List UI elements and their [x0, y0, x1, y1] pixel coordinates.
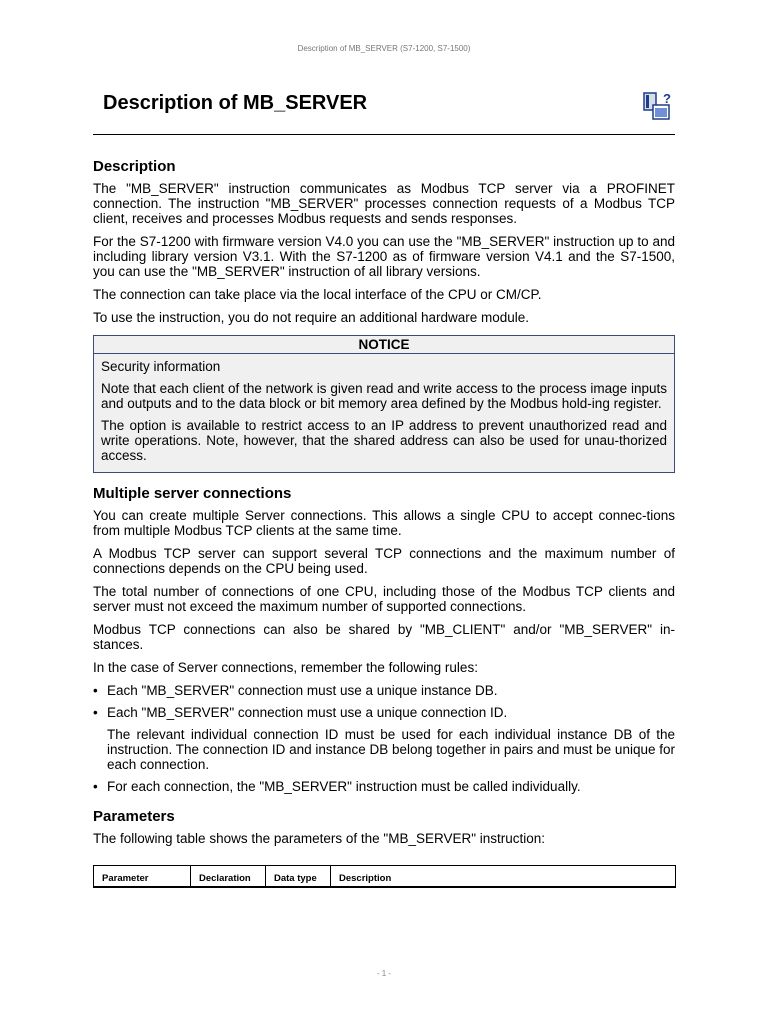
page-number: - 1 - [376, 969, 392, 978]
list-item-text: For each connection, the "MB_SERVER" instruction must be called individually. [107, 779, 581, 794]
running-header: Description of MB_SERVER (S7-1200, S7-1500) [297, 44, 471, 53]
parameters-heading: Parameters [93, 808, 175, 825]
column-header-declaration: Declaration [191, 866, 266, 888]
multiple-connections-section [93, 485, 675, 794]
parameters-intro: The following table shows the parameters of the "MB_SERVER" instruction: [93, 831, 546, 846]
multiple-paragraph: Modbus TCP connections can also be shared by "MB_CLIENT" and/or "MB_SERVER" in-stances. [93, 622, 675, 652]
notice-body [94, 354, 674, 472]
description-paragraph: For the S7-1200 with firmware version V4.0 you can use the "MB_SERVER" instruction up to and including library version V3.1. With the S7-1200 as of firmware version V4.1 and the S7-1500, you can use the "MB_SERVER" instruction of all library versions. [93, 234, 675, 279]
description-paragraph: The "MB_SERVER" instruction communicates as Modbus TCP server via a PROFINET connection. The instruction "MB_SERVER" processes connection requests of a Modbus TCP client, receives and processes Modbus requests and sends responses. [93, 181, 675, 226]
bullet-icon: • [93, 779, 98, 794]
table-header-row [94, 866, 676, 888]
document-body [93, 158, 675, 888]
list-item-text: Each "MB_SERVER" connection must use a unique connection ID. [107, 705, 508, 720]
notice-box [93, 335, 675, 473]
rules-list [93, 683, 675, 794]
list-item [93, 705, 675, 772]
description-heading: Description [93, 158, 176, 175]
page-title: Description of MB_SERVER [103, 92, 368, 114]
multiple-paragraph: A Modbus TCP server can support several TCP connections and the maximum number of connections depends on the CPU being used. [93, 546, 675, 576]
bullet-icon: • [93, 705, 98, 720]
list-item [93, 683, 675, 698]
help-icon[interactable] [641, 92, 673, 122]
notice-paragraph: The option is available to restrict access to an IP address to prevent unauthorized read and write operations. Note, however, that the shared address can also be used for unau-thorized access. [101, 418, 667, 463]
title-divider [93, 134, 675, 135]
multiple-paragraph: The total number of connections of one CPU, including those of the Modbus TCP clients and server must not exceed the maximum number of supported connections. [93, 584, 675, 614]
parameters-section [93, 808, 675, 888]
column-header-data-type: Data type [266, 866, 331, 888]
multiple-paragraph: You can create multiple Server connections. This allows a single CPU to accept connec-tions from multiple Modbus TCP clients at the same time. [93, 508, 675, 538]
svg-text:?: ? [663, 92, 671, 106]
parameters-table [93, 865, 676, 888]
description-section [93, 158, 675, 325]
description-paragraph: The connection can take place via the local interface of the CPU or CM/CP. [93, 287, 542, 302]
list-item-detail: The relevant individual connection ID must be used for each individual instance DB of the instruction. The connection ID and instance DB belong together in pairs and must be unique for each connection. [107, 727, 675, 772]
multiple-connections-heading: Multiple server connections [93, 485, 292, 502]
multiple-paragraph: In the case of Server connections, remember the following rules: [93, 660, 478, 675]
column-header-description: Description [331, 866, 676, 888]
column-header-parameter: Parameter [94, 866, 191, 888]
bullet-icon: • [93, 683, 98, 698]
list-item [93, 779, 675, 794]
list-item-text: Each "MB_SERVER" connection must use a unique instance DB. [107, 683, 498, 698]
notice-paragraph: Note that each client of the network is given read and write access to the process image inputs and outputs and to the data block or bit memory area defined by the Modbus hold-ing register. [101, 381, 667, 411]
notice-title: Security information [101, 359, 221, 374]
description-paragraph: To use the instruction, you do not require an additional hardware module. [93, 310, 530, 325]
notice-label: NOTICE [94, 336, 674, 354]
